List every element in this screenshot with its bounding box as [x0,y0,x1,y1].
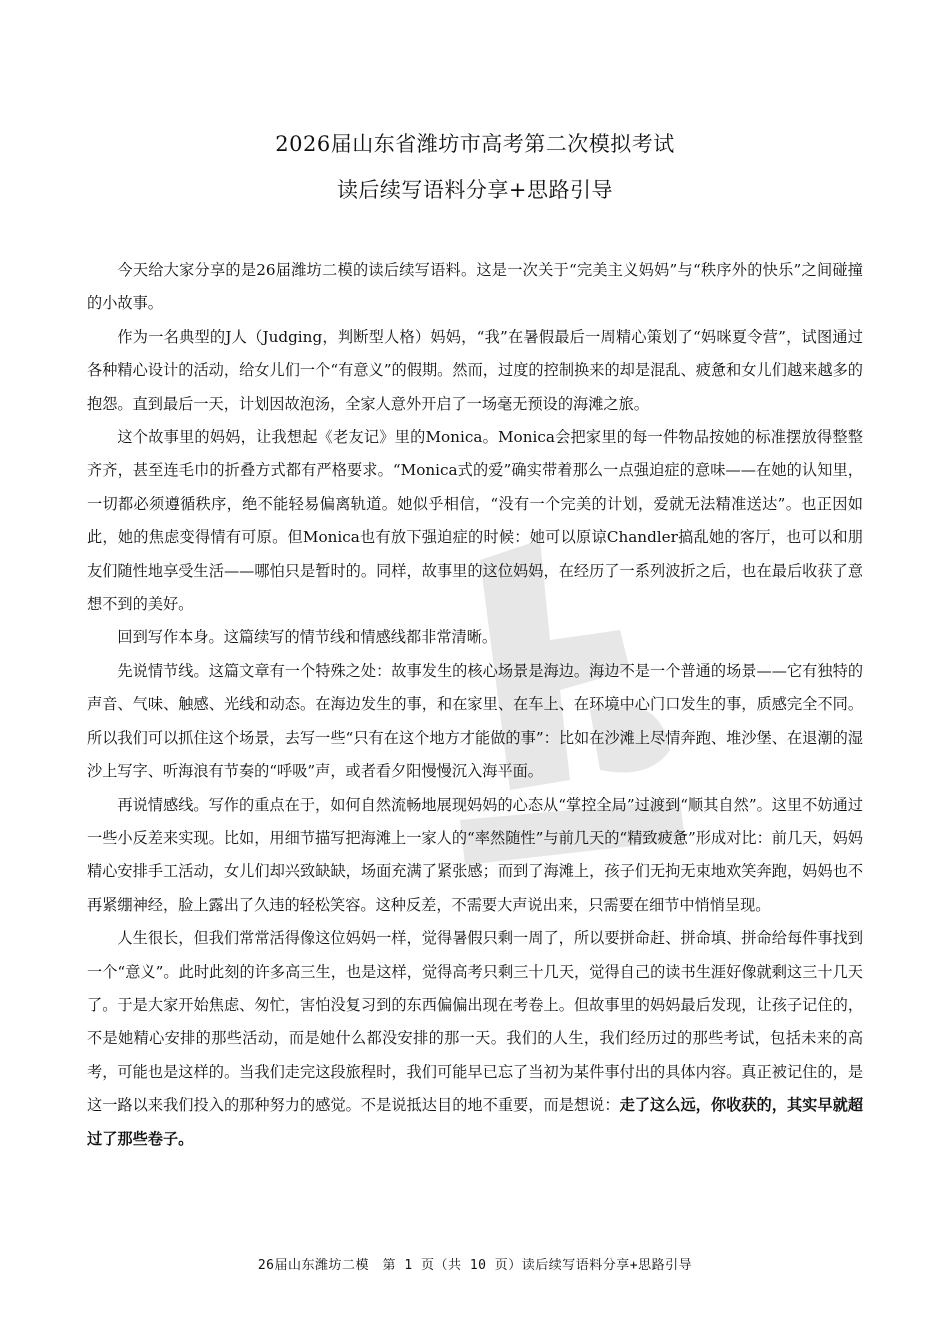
document-subtitle: 读后续写语料分享+思路引导 [336,178,614,202]
conclusion-text: 人生很长，但我们常常活得像这位妈妈一样，觉得暑假只剩一周了，所以要拼命赶、拼命填、拼命给每件事找到一个“意义”。此时此刻的许多高三生，也是这样，觉得高考只剩三十几天，觉得自己的读书生涯好像就剩这三十几天了。于是大家开始焦虑、匆忙，害怕没复习到的东西偏偏出现在考卷上。但故事里的妈妈最后发现，让孩子记住的，不是她精心安排的那些活动，而是她什么都没安排的那一天。我们的人生，我们经历过的那些考试，包括未来的高考，可能也是这样的。当我们走完这段旅程时，我们可能早已忘了当初为某件事付出的具体内容。真正被记住的，是这一路以来我们投入的那种努力的感觉。不是说抵达目的地不重要，而是想说： [87,929,863,1115]
page-footer: 26届山东潍坊二模 第 1 页（共 10 页）读后续写语料分享+思路引导 [257,1258,693,1273]
document-title: 2026届山东省潍坊市高考第二次模拟考试 [275,132,675,156]
paragraph-monica: 这个故事里的妈妈，让我想起《老友记》里的Monica。Monica会把家里的每一件物品按她的标准摆放得整整齐齐，甚至连毛巾的折叠方式都有严格要求。“Monica式的爱”确实带着那么一点强迫症的意味——在她的认知里，一切都必须遵循秩序，绝不能轻易偏离轨道。她似乎相信，“没有一个完美的计划，爱就无法精准送达”。也正因如此，她的焦虑变得情有可原。但Monica也有放下强迫症的时候：她可以原谅Chandler搞乱她的客厅，也可以和朋友们随性地享受生活——哪怕只是暂时的。同样，故事里的这位妈妈，在经历了一系列波折之后，也在最后收获了意想不到的美好。 [87,428,863,614]
paragraph-summary: 作为一名典型的J人（Judging，判断型人格）妈妈，“我”在暑假最后一周精心策划了“妈咪夏令营”，试图通过各种精心设计的活动，给女儿们一个“有意义”的假期。然而，过度的控制换来的却是混乱、疲惫和女儿们越来越多的抱怨。直到最后一天，计划因故泡汤，全家人意外开启了一场毫无预设的海滩之旅。 [87,327,863,413]
paragraph-plot-line: 先说情节线。这篇文章有一个特殊之处：故事发生的核心场景是海边。海边不是一个普通的场景——它有独特的声音、气味、触感、光线和动态。在海边发生的事，和在家里、在车上、在环境中心门口发生的事，质感完全不同。所以我们可以抓住这个场景，去写一些“只有在这个地方才能做的事”：比如在沙滩上尽情奔跑、堆沙堡、在退潮的湿沙上写字、听海浪有节奏的“呼吸”声，或者看夕阳慢慢沉入海平面。 [87,661,863,781]
article-body [87,254,863,1156]
paragraph-conclusion [87,922,863,1156]
paragraph-writing: 回到写作本身。这篇续写的情节线和情感线都非常清晰。 [117,628,498,647]
conclusion-bold-ending: 走了这么远，你收获的，其实早就超过了那些卷子。 [87,1096,864,1148]
paragraph-emotion-line: 再说情感线。写作的重点在于，如何自然流畅地展现妈妈的心态从“掌控全局”过渡到“顺其自然”。这里不妨通过一些小反差来实现。比如，用细节描写把海滩上一家人的“率然随性”与前几天的“精致疲惫”形成对比：前几天，妈妈精心安排手工活动，女儿们却兴致缺缺，场面充满了紧张感；而到了海滩上，孩子们无拘无束地欢笑奔跑，妈妈也不再紧绷神经，脸上露出了久违的轻松笑容。这种反差，不需要大声说出来，只需要在细节中悄悄呈现。 [87,795,863,914]
paragraph-intro: 今天给大家分享的是26届潍坊二模的读后续写语料。这是一次关于“完美主义妈妈”与“秩序外的快乐”之间碰撞的小故事。 [87,261,863,313]
